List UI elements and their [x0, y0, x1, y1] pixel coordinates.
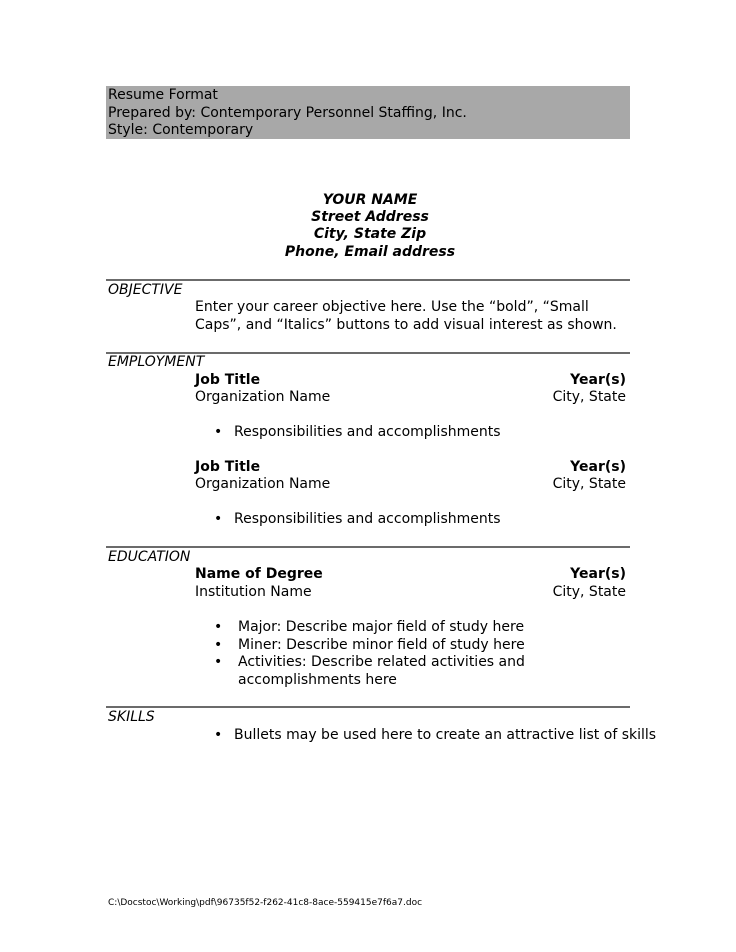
education-minor: Miner: Describe minor field of study here	[238, 637, 525, 653]
list-item	[214, 511, 501, 529]
job-responsibility: Responsibilities and accomplishments	[234, 424, 501, 440]
skills-bullet: Bullets may be used here to create an attractive list of skills	[234, 727, 657, 743]
bullet-icon: •	[214, 619, 223, 635]
job-responsibility: Responsibilities and accomplishments	[234, 511, 501, 527]
job-header	[195, 372, 626, 389]
city-state-zip: City, State Zip	[313, 226, 427, 242]
institution-row	[195, 584, 626, 601]
education-activities: Activities: Describe related activities and accomplishments here	[238, 654, 525, 688]
job-location: City, State	[552, 389, 626, 405]
header-style: Style: Contemporary	[108, 122, 254, 138]
street-address: Street Address	[311, 209, 429, 225]
bullet-icon: •	[214, 654, 223, 670]
phone-email: Phone, Email address	[284, 244, 456, 260]
organization-name: Organization Name	[195, 476, 331, 492]
education-major: Major: Describe major field of study here	[238, 619, 525, 635]
education-label: EDUCATION	[108, 549, 191, 565]
job-years: Year(s)	[570, 372, 626, 388]
institution-name: Institution Name	[195, 584, 312, 600]
resume-name: YOUR NAME	[322, 192, 418, 208]
employment-label: EMPLOYMENT	[108, 354, 205, 370]
job-location: City, State	[552, 476, 626, 492]
job-title: Job Title	[195, 459, 261, 475]
section-divider	[106, 546, 630, 548]
job-org-row	[195, 476, 626, 493]
list-item	[214, 654, 624, 689]
document-path: C:\Docstoc\Working\pdf\96735f52-f262-41c8-8ace-559415e7f6a7.doc	[108, 898, 423, 908]
job-years: Year(s)	[570, 459, 626, 475]
section-divider	[106, 706, 630, 708]
list-item	[214, 637, 525, 655]
list-item	[214, 619, 524, 637]
institution-location: City, State	[552, 584, 626, 600]
job-org-row	[195, 389, 626, 406]
degree-years: Year(s)	[570, 566, 626, 582]
objective-label: OBJECTIVE	[108, 282, 183, 298]
bullet-icon: •	[214, 424, 223, 440]
degree-header	[195, 566, 626, 583]
organization-name: Organization Name	[195, 389, 331, 405]
objective-text: Enter your career objective here. Use the “bold”, “Small Caps”, and “Italics” buttons to add visual interest as shown.	[195, 299, 617, 333]
section-divider	[106, 279, 630, 281]
bullet-icon: •	[214, 511, 223, 527]
bullet-icon: •	[214, 637, 223, 653]
header-title: Resume Format	[108, 87, 218, 103]
list-item	[214, 424, 501, 442]
skills-label: SKILLS	[108, 709, 155, 725]
degree-name: Name of Degree	[195, 566, 323, 582]
bullet-icon: •	[214, 727, 223, 743]
list-item	[214, 727, 656, 745]
job-title: Job Title	[195, 372, 261, 388]
header-prepared-by: Prepared by: Contemporary Personnel Staffing, Inc.	[108, 105, 467, 121]
job-header	[195, 459, 626, 476]
